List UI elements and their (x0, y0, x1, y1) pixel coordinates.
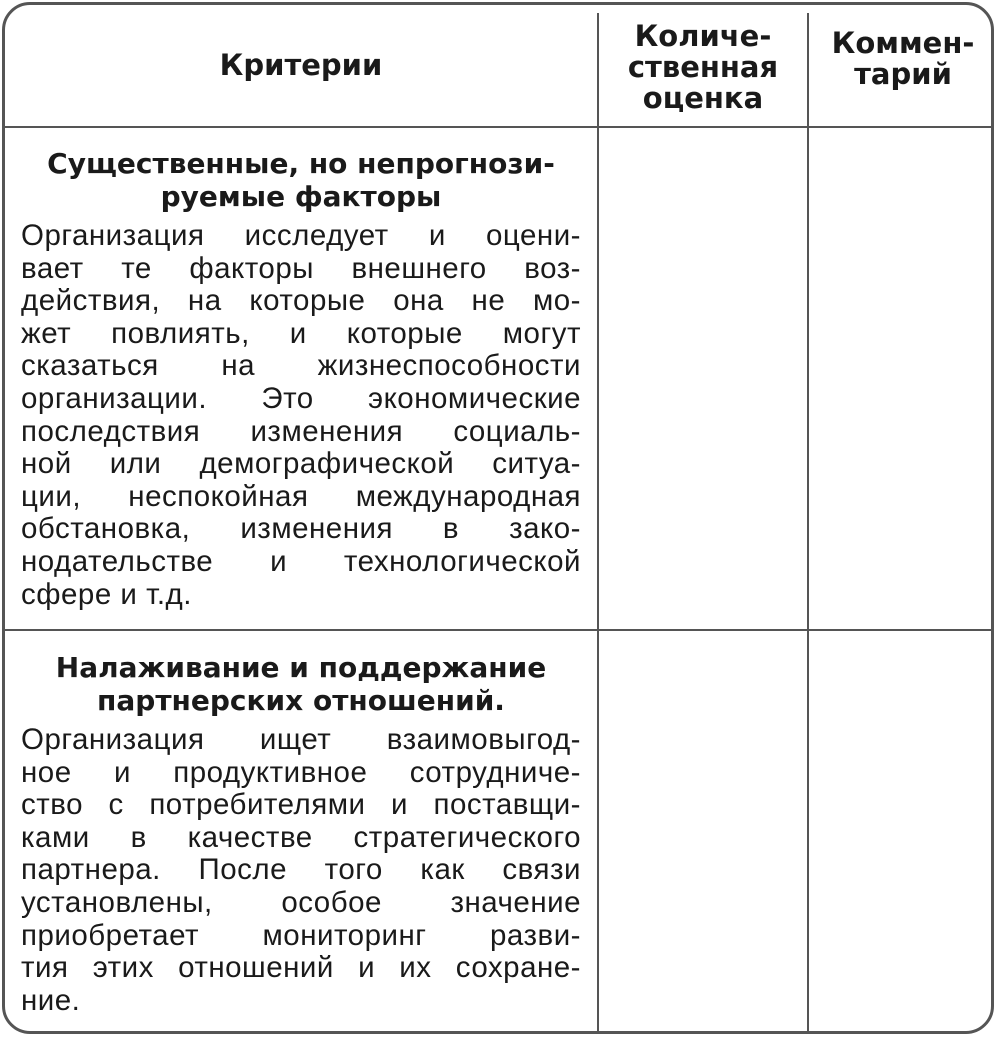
description-line: организации. Это экономические (21, 381, 581, 415)
criterion-cell (21, 651, 581, 1017)
score-cell (601, 129, 805, 627)
description-line: ции, неспокойная международная (21, 479, 581, 513)
criterion-title: Налаживание и поддержание партнерских отношений. (55, 651, 547, 717)
criterion-description (21, 220, 581, 611)
description-line: ние. (21, 983, 81, 1017)
criterion-description (21, 724, 581, 1017)
description-line: ками в качестве стратегического (21, 820, 581, 854)
description-line: нодательстве и технологической (21, 544, 581, 578)
description-line: сфере и т.д. (21, 577, 192, 611)
description-line: Организация исследует и оцени- (21, 219, 581, 252)
description-line: ной или демографической ситуа- (21, 447, 581, 481)
description-line: тия этих отношений и их сохране- (21, 951, 581, 985)
score-cell (601, 633, 805, 1033)
criteria-table (2, 2, 994, 1034)
column-divider (807, 13, 809, 1031)
comment-cell (811, 633, 994, 1033)
column-divider (597, 13, 599, 1031)
description-line: вает те факторы внешнего воз- (21, 251, 581, 285)
comment-cell (811, 129, 994, 627)
description-line: партнера. После того как связи (21, 853, 581, 887)
description-line: жет повлиять, и которые могут (21, 316, 581, 350)
description-line: приобретает мониторинг разви- (21, 918, 581, 952)
description-line: ство с потребителями и поставщи- (21, 788, 581, 822)
description-line: действия, на которые она не мо- (21, 284, 581, 318)
row-divider (5, 126, 991, 128)
description-line: обстановка, изменения в зако- (21, 512, 581, 546)
description-line: Организация ищет взаимовыгод- (21, 723, 581, 756)
header-comment: Коммен- тарий (831, 26, 975, 91)
criterion-title: Существенные, но непрогнози- руемые факторы (47, 147, 555, 213)
criterion-cell (21, 147, 581, 611)
row-divider (5, 629, 991, 631)
description-line: ное и продуктивное сотрудниче- (21, 755, 581, 789)
description-line: последствия изменения социаль- (21, 414, 581, 448)
description-line: установлены, особое значение (21, 885, 581, 919)
description-line: сказаться на жизнеспособности (21, 349, 581, 383)
header-quantitative-score: Количе- ственная оценка (627, 19, 779, 115)
header-criteria: Критерии (219, 48, 383, 82)
